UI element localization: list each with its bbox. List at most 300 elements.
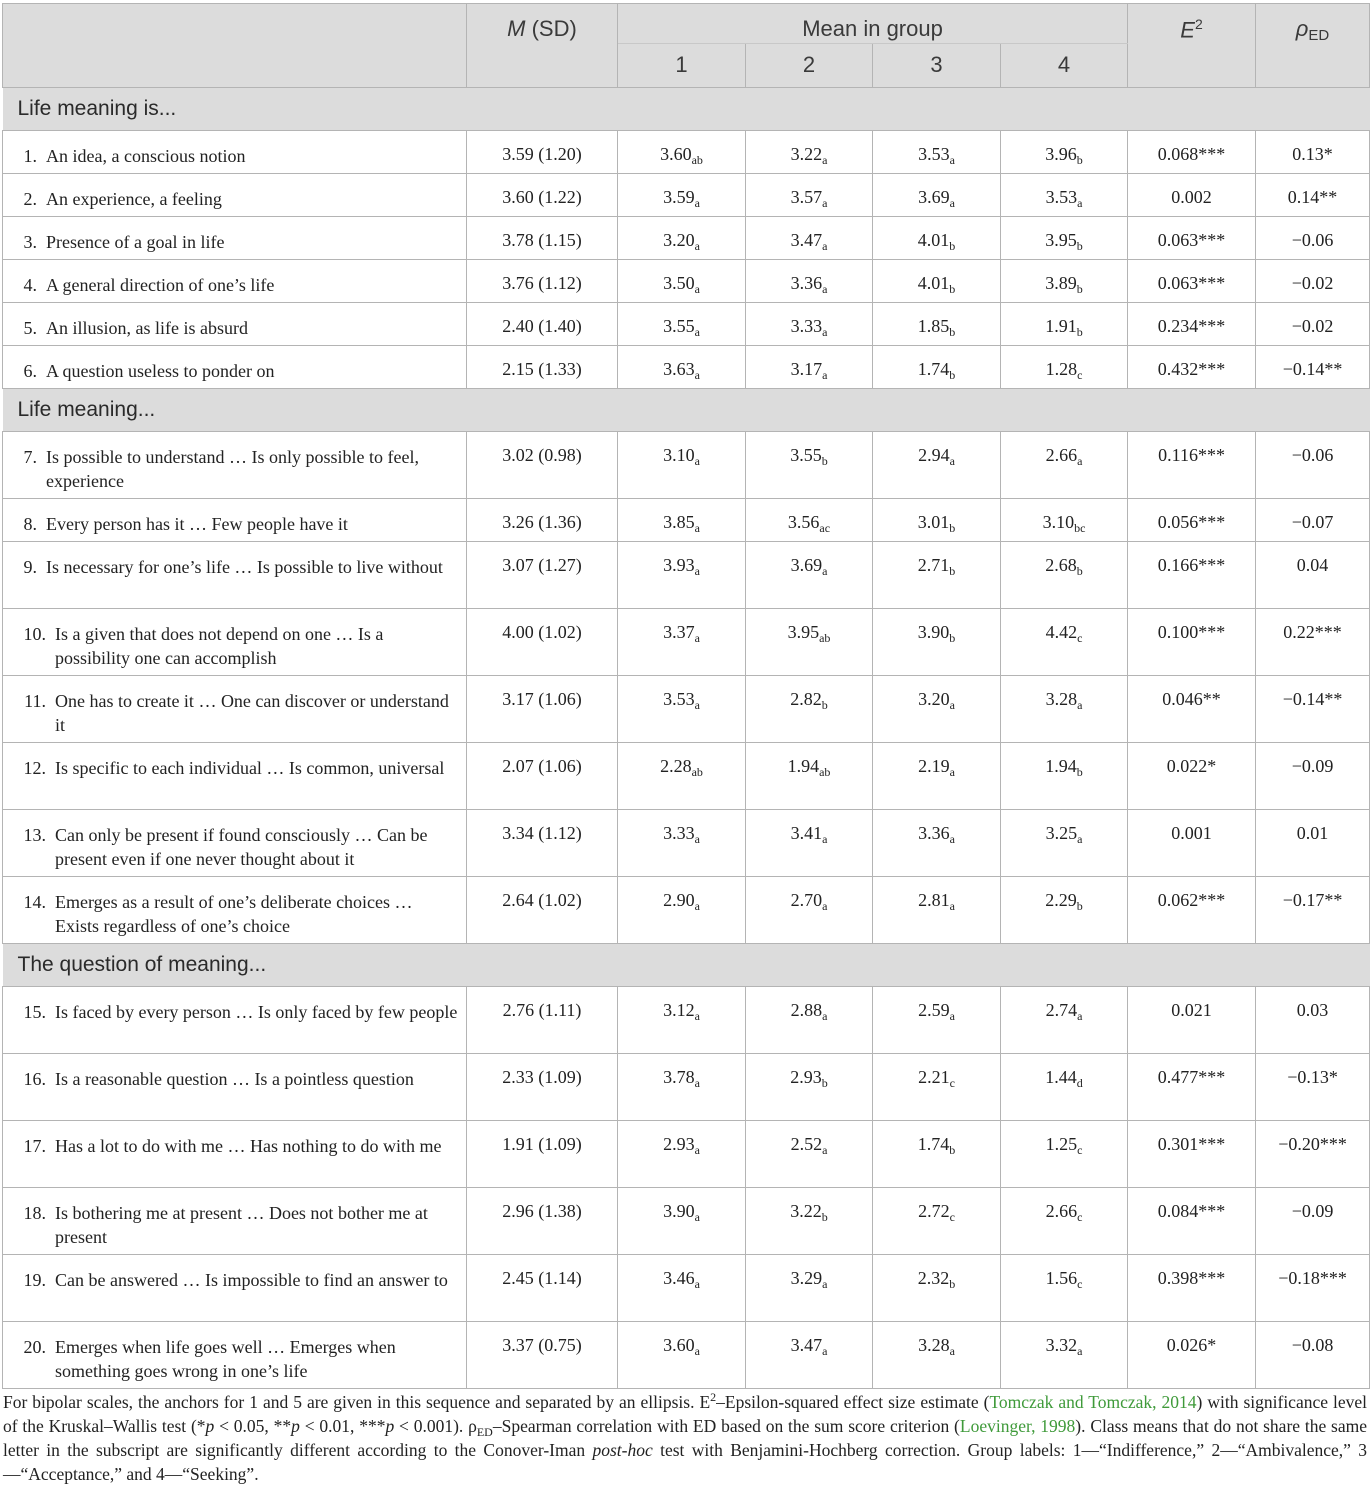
group-mean-value: 3.22 bbox=[790, 1201, 822, 1221]
group-mean-letter: a bbox=[949, 698, 955, 712]
item-label-cell bbox=[3, 432, 467, 499]
mean-sd-cell: 3.59 (1.20) bbox=[467, 131, 618, 174]
group-mean-letter: a bbox=[822, 1344, 828, 1358]
group-mean-letter: a bbox=[949, 832, 955, 846]
header-group-2: 2 bbox=[746, 44, 873, 88]
header-group-3: 3 bbox=[873, 44, 1001, 88]
item-label: Presence of a goal in life bbox=[46, 232, 225, 252]
item-label-cell bbox=[3, 131, 467, 174]
mean-sd-cell: 2.07 (1.06) bbox=[467, 743, 618, 810]
group-mean-cell-2 bbox=[746, 1255, 873, 1322]
note-text-6: < 0.001). ρ bbox=[394, 1415, 477, 1436]
table-row bbox=[3, 877, 1370, 944]
item-label-cell bbox=[3, 676, 467, 743]
group-mean-value: 2.81 bbox=[918, 890, 950, 910]
group-mean-letter: a bbox=[949, 454, 955, 468]
item-number: 16. bbox=[23, 1069, 46, 1089]
e2-cell: 0.084*** bbox=[1128, 1188, 1256, 1255]
group-mean-value: 3.63 bbox=[663, 359, 695, 379]
item-label: Is bothering me at present … Does not bother me at present bbox=[55, 1203, 428, 1247]
group-mean-cell-3 bbox=[873, 987, 1001, 1054]
item-label: Is faced by every person … Is only faced by few people bbox=[55, 1002, 458, 1022]
group-mean-value: 1.56 bbox=[1045, 1268, 1078, 1288]
item-number: 13. bbox=[23, 825, 46, 845]
mean-sd-cell: 3.60 (1.22) bbox=[467, 174, 618, 217]
group-mean-value: 3.47 bbox=[790, 1335, 823, 1355]
group-mean-value: 2.21 bbox=[918, 1067, 950, 1087]
group-mean-cell-2 bbox=[746, 987, 873, 1054]
item-label-cell bbox=[3, 1121, 467, 1188]
table-row bbox=[3, 987, 1370, 1054]
group-mean-value: 3.60 bbox=[663, 1335, 695, 1355]
group-mean-letter: b bbox=[949, 1143, 956, 1157]
note-posthoc: post-hoc bbox=[592, 1439, 653, 1460]
group-mean-value: 3.95 bbox=[1045, 230, 1077, 250]
group-mean-cell-4 bbox=[1001, 303, 1128, 346]
group-mean-cell-4 bbox=[1001, 217, 1128, 260]
group-mean-cell-3 bbox=[873, 1188, 1001, 1255]
group-mean-cell-4 bbox=[1001, 174, 1128, 217]
item-number: 15. bbox=[23, 1002, 46, 1022]
group-mean-letter: a bbox=[822, 282, 828, 296]
group-mean-value: 3.46 bbox=[663, 1268, 695, 1288]
group-mean-letter: a bbox=[822, 239, 828, 253]
rho-cell: −0.07 bbox=[1256, 499, 1370, 542]
group-mean-cell-1 bbox=[618, 1322, 746, 1389]
note-p-2: p bbox=[291, 1415, 300, 1436]
group-mean-value: 3.17 bbox=[790, 359, 823, 379]
group-mean-value: 3.33 bbox=[663, 823, 695, 843]
table-row bbox=[3, 303, 1370, 346]
item-number: 8. bbox=[23, 514, 37, 534]
item-label: Has a lot to do with me … Has nothing to do with me bbox=[55, 1136, 442, 1156]
group-mean-value: 3.56 bbox=[787, 512, 820, 532]
item-number: 14. bbox=[23, 892, 46, 912]
group-mean-value: 1.94 bbox=[787, 756, 820, 776]
group-mean-cell-3 bbox=[873, 1054, 1001, 1121]
group-mean-cell-4 bbox=[1001, 810, 1128, 877]
item-label: A general direction of one’s life bbox=[46, 275, 275, 295]
rho-cell: −0.14** bbox=[1256, 346, 1370, 389]
item-label: An idea, a conscious notion bbox=[46, 146, 246, 166]
e2-cell: 0.477*** bbox=[1128, 1054, 1256, 1121]
table-row bbox=[3, 609, 1370, 676]
group-mean-letter: c bbox=[1077, 1143, 1083, 1157]
header-rho bbox=[1256, 4, 1370, 88]
group-mean-cell-1 bbox=[618, 676, 746, 743]
group-mean-value: 3.55 bbox=[790, 445, 822, 465]
group-mean-cell-2 bbox=[746, 1054, 873, 1121]
header-label-cell bbox=[3, 4, 467, 88]
item-label-cell bbox=[3, 174, 467, 217]
table-row bbox=[3, 131, 1370, 174]
header-rho-sub: ED bbox=[1308, 27, 1330, 44]
group-mean-letter: b bbox=[949, 239, 956, 253]
group-mean-value: 1.44 bbox=[1045, 1067, 1077, 1087]
rho-cell: 0.13* bbox=[1256, 131, 1370, 174]
mean-sd-cell: 2.76 (1.11) bbox=[467, 987, 618, 1054]
table-row bbox=[3, 499, 1370, 542]
header-m: M bbox=[507, 16, 526, 41]
group-mean-letter: a bbox=[1077, 698, 1083, 712]
group-mean-cell-3 bbox=[873, 432, 1001, 499]
group-mean-letter: a bbox=[822, 1009, 828, 1023]
note-p-1: p bbox=[205, 1415, 215, 1436]
group-mean-cell-2 bbox=[746, 174, 873, 217]
group-mean-cell-2 bbox=[746, 877, 873, 944]
group-mean-cell-2 bbox=[746, 1121, 873, 1188]
group-mean-cell-4 bbox=[1001, 346, 1128, 389]
header-sd: (SD) bbox=[531, 16, 577, 41]
group-mean-value: 1.74 bbox=[917, 359, 950, 379]
item-number: 5. bbox=[23, 318, 37, 338]
group-mean-value: 3.89 bbox=[1045, 273, 1077, 293]
rho-cell: −0.06 bbox=[1256, 217, 1370, 260]
group-mean-value: 2.28 bbox=[660, 756, 692, 776]
rho-cell: −0.20*** bbox=[1256, 1121, 1370, 1188]
rho-cell: 0.14** bbox=[1256, 174, 1370, 217]
group-mean-letter: a bbox=[694, 698, 700, 712]
group-mean-cell-3 bbox=[873, 499, 1001, 542]
group-mean-cell-2 bbox=[746, 743, 873, 810]
group-mean-cell-1 bbox=[618, 810, 746, 877]
group-mean-letter: b bbox=[949, 631, 956, 645]
group-mean-value: 2.90 bbox=[663, 890, 695, 910]
group-mean-cell-4 bbox=[1001, 542, 1128, 609]
group-mean-cell-2 bbox=[746, 432, 873, 499]
group-mean-cell-2 bbox=[746, 217, 873, 260]
e2-cell: 0.046** bbox=[1128, 676, 1256, 743]
group-mean-cell-4 bbox=[1001, 987, 1128, 1054]
group-mean-value: 2.82 bbox=[790, 689, 822, 709]
group-mean-letter: c bbox=[1077, 1210, 1083, 1224]
table-row bbox=[3, 260, 1370, 303]
group-mean-letter: a bbox=[949, 765, 955, 779]
group-mean-value: 1.85 bbox=[917, 316, 950, 336]
group-mean-letter: d bbox=[1076, 1076, 1083, 1090]
group-mean-cell-1 bbox=[618, 609, 746, 676]
group-mean-cell-1 bbox=[618, 131, 746, 174]
group-mean-value: 3.29 bbox=[790, 1268, 823, 1288]
group-mean-value: 4.01 bbox=[917, 230, 950, 250]
group-mean-letter: ab bbox=[691, 765, 703, 779]
group-mean-cell-3 bbox=[873, 542, 1001, 609]
group-mean-cell-3 bbox=[873, 609, 1001, 676]
rho-cell: −0.17** bbox=[1256, 877, 1370, 944]
group-mean-letter: a bbox=[1077, 196, 1083, 210]
group-mean-cell-1 bbox=[618, 499, 746, 542]
group-mean-letter: a bbox=[694, 454, 700, 468]
item-label: A question useless to ponder on bbox=[46, 361, 275, 381]
item-label: An illusion, as life is absurd bbox=[46, 318, 248, 338]
table-row bbox=[3, 1255, 1370, 1322]
group-mean-value: 3.10 bbox=[663, 445, 695, 465]
mean-sd-cell: 2.40 (1.40) bbox=[467, 303, 618, 346]
table-row bbox=[3, 1121, 1370, 1188]
group-mean-letter: a bbox=[694, 1277, 700, 1291]
group-mean-cell-1 bbox=[618, 432, 746, 499]
group-mean-value: 3.20 bbox=[663, 230, 695, 250]
group-mean-cell-4 bbox=[1001, 743, 1128, 810]
rho-cell: −0.02 bbox=[1256, 260, 1370, 303]
group-mean-value: 2.72 bbox=[918, 1201, 950, 1221]
table-row bbox=[3, 676, 1370, 743]
group-mean-letter: a bbox=[822, 899, 828, 913]
item-number: 3. bbox=[23, 232, 37, 252]
group-mean-value: 2.74 bbox=[1045, 1000, 1078, 1020]
group-mean-letter: a bbox=[1077, 1009, 1083, 1023]
note-text-9: test with Benjamini-Hochberg correction. Group labels: 1—“Indifference,” 2—“Ambivalence,” 3—“Acceptance,” and 4—“Seeking”. bbox=[3, 1439, 1367, 1484]
group-mean-letter: a bbox=[822, 1277, 828, 1291]
group-mean-value: 2.66 bbox=[1045, 445, 1078, 465]
group-mean-cell-2 bbox=[746, 676, 873, 743]
group-mean-value: 3.55 bbox=[663, 316, 695, 336]
group-mean-value: 2.94 bbox=[918, 445, 950, 465]
group-mean-cell-1 bbox=[618, 1188, 746, 1255]
e2-cell: 0.432*** bbox=[1128, 346, 1256, 389]
section-header-row bbox=[3, 944, 1370, 987]
rho-cell: −0.18*** bbox=[1256, 1255, 1370, 1322]
group-mean-cell-3 bbox=[873, 743, 1001, 810]
e2-cell: 0.021 bbox=[1128, 987, 1256, 1054]
group-mean-letter: b bbox=[821, 1210, 828, 1224]
group-mean-value: 2.32 bbox=[917, 1268, 950, 1288]
group-mean-cell-3 bbox=[873, 877, 1001, 944]
item-label-cell bbox=[3, 609, 467, 676]
item-number: 6. bbox=[23, 361, 37, 381]
group-mean-letter: a bbox=[822, 368, 828, 382]
table-row bbox=[3, 432, 1370, 499]
item-label-cell bbox=[3, 743, 467, 810]
item-label-cell bbox=[3, 1255, 467, 1322]
group-mean-cell-2 bbox=[746, 346, 873, 389]
group-mean-value: 3.37 bbox=[663, 622, 695, 642]
group-mean-cell-4 bbox=[1001, 1322, 1128, 1389]
item-number: 9. bbox=[23, 557, 37, 577]
mean-sd-cell: 3.34 (1.12) bbox=[467, 810, 618, 877]
group-mean-letter: a bbox=[949, 899, 955, 913]
group-mean-value: 3.28 bbox=[1045, 689, 1078, 709]
item-label: Emerges as a result of one’s deliberate choices … Exists regardless of one’s choice bbox=[55, 892, 413, 936]
group-mean-cell-4 bbox=[1001, 131, 1128, 174]
citation-link-loevinger[interactable]: Loevinger, 1998 bbox=[959, 1415, 1076, 1436]
item-number: 7. bbox=[23, 447, 37, 467]
group-mean-letter: c bbox=[1077, 368, 1083, 382]
e2-cell: 0.166*** bbox=[1128, 542, 1256, 609]
group-mean-cell-2 bbox=[746, 260, 873, 303]
mean-sd-cell: 3.76 (1.12) bbox=[467, 260, 618, 303]
header-rho-symbol: ρ bbox=[1295, 16, 1309, 41]
results-table bbox=[2, 3, 1370, 1389]
table-footnote bbox=[3, 1385, 1367, 1486]
group-mean-letter: a bbox=[694, 239, 700, 253]
header-e2 bbox=[1128, 4, 1256, 88]
note-text-3: ) with significance level of the Kruskal–Wallis test (* bbox=[3, 1391, 1368, 1436]
rho-cell: −0.02 bbox=[1256, 303, 1370, 346]
group-mean-letter: a bbox=[694, 1009, 700, 1023]
mean-sd-cell: 2.15 (1.33) bbox=[467, 346, 618, 389]
group-mean-letter: b bbox=[949, 368, 956, 382]
group-mean-letter: b bbox=[1076, 239, 1083, 253]
rho-cell: −0.14** bbox=[1256, 676, 1370, 743]
group-mean-value: 3.50 bbox=[663, 273, 695, 293]
table-row bbox=[3, 542, 1370, 609]
group-mean-letter: b bbox=[949, 282, 956, 296]
group-mean-value: 3.36 bbox=[918, 823, 950, 843]
item-number: 18. bbox=[23, 1203, 46, 1223]
group-mean-cell-4 bbox=[1001, 260, 1128, 303]
group-mean-letter: a bbox=[694, 1076, 700, 1090]
table-row bbox=[3, 1054, 1370, 1121]
group-mean-letter: b bbox=[821, 698, 828, 712]
e2-cell: 0.234*** bbox=[1128, 303, 1256, 346]
group-mean-letter: a bbox=[694, 1210, 700, 1224]
header-group-4: 4 bbox=[1001, 44, 1128, 88]
group-mean-cell-3 bbox=[873, 346, 1001, 389]
item-number: 2. bbox=[23, 189, 37, 209]
group-mean-cell-1 bbox=[618, 1255, 746, 1322]
group-mean-letter: a bbox=[694, 1143, 700, 1157]
group-mean-letter: b bbox=[821, 1076, 828, 1090]
item-number: 19. bbox=[23, 1270, 46, 1290]
group-mean-value: 4.42 bbox=[1045, 622, 1078, 642]
group-mean-cell-4 bbox=[1001, 1255, 1128, 1322]
section-header-row bbox=[3, 389, 1370, 432]
group-mean-value: 2.66 bbox=[1045, 1201, 1078, 1221]
group-mean-cell-4 bbox=[1001, 1054, 1128, 1121]
group-mean-value: 3.36 bbox=[790, 273, 823, 293]
group-mean-cell-2 bbox=[746, 810, 873, 877]
group-mean-cell-1 bbox=[618, 743, 746, 810]
item-label: Emerges when life goes well … Emerges when something goes wrong in one’s life bbox=[55, 1337, 396, 1381]
group-mean-cell-1 bbox=[618, 217, 746, 260]
group-mean-value: 3.01 bbox=[917, 512, 950, 532]
group-mean-value: 3.69 bbox=[918, 187, 950, 207]
group-mean-letter: c bbox=[949, 1076, 955, 1090]
group-mean-letter: a bbox=[822, 832, 828, 846]
group-mean-cell-3 bbox=[873, 1255, 1001, 1322]
group-mean-value: 3.53 bbox=[1045, 187, 1078, 207]
item-label: Is specific to each individual … Is common, universal bbox=[55, 758, 445, 778]
table-row bbox=[3, 174, 1370, 217]
citation-link-tomczak[interactable]: Tomczak and Tomczak, 2014 bbox=[989, 1391, 1197, 1412]
group-mean-value: 2.88 bbox=[790, 1000, 823, 1020]
rho-cell: 0.01 bbox=[1256, 810, 1370, 877]
group-mean-cell-4 bbox=[1001, 877, 1128, 944]
group-mean-letter: ab bbox=[819, 631, 831, 645]
group-mean-cell-4 bbox=[1001, 676, 1128, 743]
group-mean-letter: b bbox=[1076, 153, 1083, 167]
group-mean-cell-3 bbox=[873, 1322, 1001, 1389]
group-mean-value: 2.29 bbox=[1045, 890, 1077, 910]
group-mean-value: 3.10 bbox=[1042, 512, 1075, 532]
group-mean-letter: a bbox=[822, 153, 828, 167]
group-mean-cell-3 bbox=[873, 1121, 1001, 1188]
group-mean-value: 3.93 bbox=[663, 555, 695, 575]
group-mean-letter: b bbox=[1076, 899, 1083, 913]
group-mean-letter: a bbox=[1077, 1344, 1083, 1358]
e2-cell: 0.056*** bbox=[1128, 499, 1256, 542]
group-mean-value: 3.59 bbox=[663, 187, 695, 207]
item-label-cell bbox=[3, 877, 467, 944]
group-mean-letter: a bbox=[822, 564, 828, 578]
item-number: 20. bbox=[23, 1337, 46, 1357]
group-mean-value: 3.53 bbox=[918, 144, 950, 164]
group-mean-value: 3.12 bbox=[663, 1000, 695, 1020]
item-label-cell bbox=[3, 1322, 467, 1389]
group-mean-letter: c bbox=[1077, 631, 1083, 645]
header-mean-in-group: Mean in group bbox=[618, 4, 1128, 44]
group-mean-value: 1.28 bbox=[1045, 359, 1078, 379]
rho-cell: −0.09 bbox=[1256, 1188, 1370, 1255]
mean-sd-cell: 3.07 (1.27) bbox=[467, 542, 618, 609]
group-mean-value: 3.33 bbox=[790, 316, 823, 336]
group-mean-value: 2.71 bbox=[917, 555, 950, 575]
item-label-cell bbox=[3, 499, 467, 542]
mean-sd-cell: 2.64 (1.02) bbox=[467, 877, 618, 944]
group-mean-cell-3 bbox=[873, 217, 1001, 260]
group-mean-letter: a bbox=[949, 153, 955, 167]
group-mean-value: 3.25 bbox=[1045, 823, 1078, 843]
group-mean-letter: a bbox=[822, 196, 828, 210]
group-mean-cell-1 bbox=[618, 877, 746, 944]
rho-cell: −0.09 bbox=[1256, 743, 1370, 810]
e2-cell: 0.063*** bbox=[1128, 217, 1256, 260]
mean-sd-cell: 1.91 (1.09) bbox=[467, 1121, 618, 1188]
group-mean-letter: b bbox=[821, 454, 828, 468]
mean-sd-cell: 3.17 (1.06) bbox=[467, 676, 618, 743]
item-label: Can only be present if found consciously … Can be present even if one never thought about it bbox=[55, 825, 428, 869]
group-mean-value: 2.19 bbox=[918, 756, 950, 776]
group-mean-value: 1.25 bbox=[1045, 1134, 1078, 1154]
group-mean-value: 3.20 bbox=[918, 689, 950, 709]
item-label-cell bbox=[3, 542, 467, 609]
e2-cell: 0.398*** bbox=[1128, 1255, 1256, 1322]
group-mean-value: 3.57 bbox=[790, 187, 823, 207]
group-mean-cell-3 bbox=[873, 174, 1001, 217]
group-mean-cell-1 bbox=[618, 1121, 746, 1188]
rho-cell: 0.03 bbox=[1256, 987, 1370, 1054]
group-mean-cell-4 bbox=[1001, 499, 1128, 542]
item-label-cell bbox=[3, 1188, 467, 1255]
rho-cell: 0.04 bbox=[1256, 542, 1370, 609]
group-mean-cell-4 bbox=[1001, 1188, 1128, 1255]
rho-cell: 0.22*** bbox=[1256, 609, 1370, 676]
group-mean-letter: ab bbox=[691, 153, 703, 167]
rho-cell: −0.06 bbox=[1256, 432, 1370, 499]
group-mean-value: 3.90 bbox=[917, 622, 950, 642]
group-mean-letter: bc bbox=[1074, 521, 1086, 535]
header-msd bbox=[467, 4, 618, 88]
e2-cell: 0.026* bbox=[1128, 1322, 1256, 1389]
header-group-1: 1 bbox=[618, 44, 746, 88]
group-mean-letter: a bbox=[1077, 832, 1083, 846]
e2-cell: 0.002 bbox=[1128, 174, 1256, 217]
item-label: Every person has it … Few people have it bbox=[46, 514, 348, 534]
group-mean-letter: ab bbox=[819, 765, 831, 779]
group-mean-value: 2.59 bbox=[918, 1000, 950, 1020]
group-mean-letter: b bbox=[1076, 765, 1083, 779]
note-p-3: p bbox=[385, 1415, 395, 1436]
e2-cell: 0.063*** bbox=[1128, 260, 1256, 303]
header-e2-letter: E bbox=[1180, 17, 1195, 43]
group-mean-cell-2 bbox=[746, 1188, 873, 1255]
group-mean-letter: a bbox=[694, 899, 700, 913]
e2-cell: 0.022* bbox=[1128, 743, 1256, 810]
group-mean-value: 2.93 bbox=[790, 1067, 822, 1087]
group-mean-value: 2.68 bbox=[1045, 555, 1077, 575]
group-mean-letter: b bbox=[1076, 564, 1083, 578]
